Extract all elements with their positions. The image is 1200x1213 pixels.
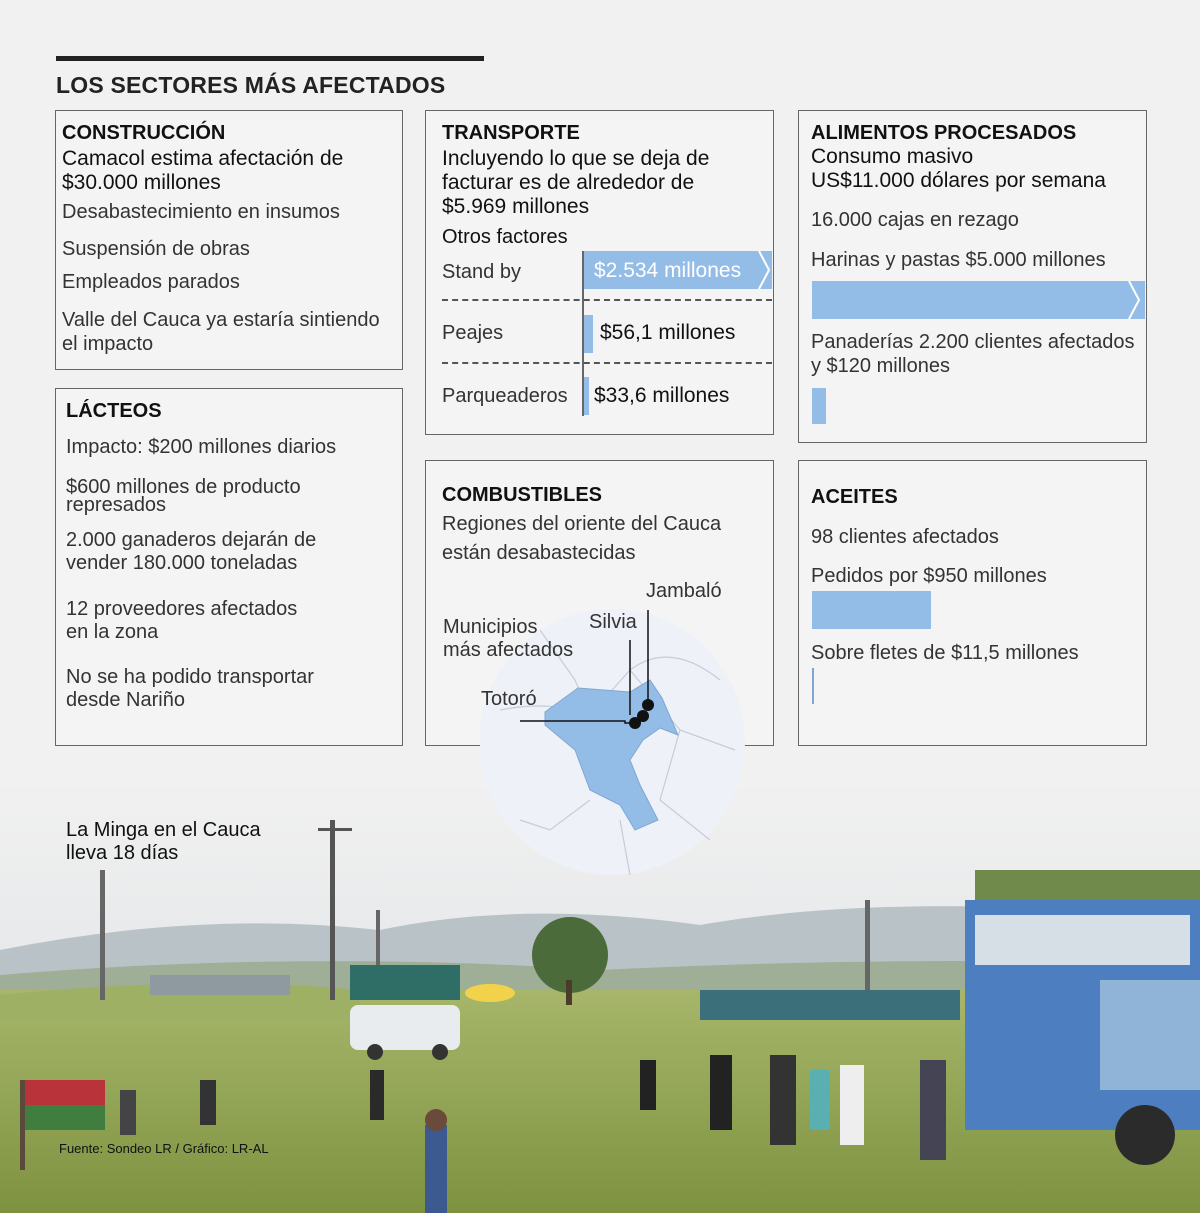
peajes-value: $56,1 millones bbox=[600, 321, 736, 344]
lacteos-item: represados bbox=[66, 494, 167, 516]
lacteos-item: Impacto: $200 millones diarios bbox=[66, 436, 337, 458]
row-divider bbox=[442, 362, 772, 364]
bar-cut-mark bbox=[1125, 281, 1143, 319]
lacteos-card bbox=[55, 388, 403, 746]
heading-rule bbox=[56, 56, 484, 61]
lacteos-title: LÁCTEOS bbox=[66, 400, 162, 422]
minga-caption: La Minga en el Cauca bbox=[66, 819, 261, 841]
transporte-subtitle: $5.969 millones bbox=[442, 195, 590, 218]
combustibles-title: COMBUSTIBLES bbox=[442, 484, 602, 506]
alimentos-item: Harinas y pastas $5.000 millones bbox=[811, 249, 1106, 271]
alimentos-card bbox=[798, 110, 1147, 443]
standby-value: $2.534 millones bbox=[594, 259, 742, 282]
minga-caption: lleva 18 días bbox=[66, 842, 179, 864]
lacteos-item: 12 proveedores afectados bbox=[66, 598, 298, 620]
otros-factores-label: Otros factores bbox=[442, 226, 568, 248]
construccion-item: el impacto bbox=[62, 333, 154, 355]
town-label-jambalo: Jambaló bbox=[646, 580, 722, 602]
alimentos-item: y $120 millones bbox=[811, 355, 950, 377]
harinas-bar bbox=[812, 281, 1145, 319]
combustibles-subtitle: Regiones del oriente del Cauca bbox=[442, 513, 722, 535]
transporte-subtitle: Incluyendo lo que se deja de bbox=[442, 147, 710, 170]
panaderias-bar bbox=[812, 388, 826, 424]
construccion-card bbox=[55, 110, 403, 370]
lacteos-item: $600 millones de producto bbox=[66, 476, 301, 498]
aceites-item: 98 clientes afectados bbox=[811, 526, 999, 548]
transporte-row-label: Stand by bbox=[442, 261, 521, 283]
municipios-label: más afectados bbox=[443, 639, 574, 661]
construccion-item: Suspensión de obras bbox=[62, 238, 250, 260]
aceites-item: Pedidos por $950 millones bbox=[811, 565, 1047, 587]
pedidos-bar bbox=[812, 591, 931, 629]
peajes-bar bbox=[584, 315, 593, 353]
lacteos-item: desde Nariño bbox=[66, 689, 185, 711]
lacteos-item: vender 180.000 toneladas bbox=[66, 552, 298, 574]
alimentos-subtitle: Consumo masivo bbox=[811, 145, 974, 168]
aceites-item: Sobre fletes de $11,5 millones bbox=[811, 642, 1079, 664]
alimentos-item: Panaderías 2.200 clientes afectados bbox=[811, 331, 1135, 353]
town-label-totoro: Totoró bbox=[481, 688, 537, 710]
transporte-title: TRANSPORTE bbox=[442, 122, 580, 144]
row-divider bbox=[442, 299, 772, 301]
construccion-item: Valle del Cauca ya estaría sintiendo bbox=[62, 309, 380, 331]
town-label-silvia: Silvia bbox=[589, 611, 637, 633]
bar-cut-mark bbox=[755, 251, 773, 289]
alimentos-subtitle: US$11.000 dólares por semana bbox=[811, 169, 1106, 192]
parqueaderos-value: $33,6 millones bbox=[594, 384, 730, 407]
parqueaderos-bar bbox=[584, 377, 589, 415]
alimentos-item: 16.000 cajas en rezago bbox=[811, 209, 1019, 231]
lacteos-item: en la zona bbox=[66, 621, 159, 643]
construccion-subtitle-2: $30.000 millones bbox=[62, 171, 221, 194]
lacteos-item: 2.000 ganaderos dejarán de bbox=[66, 529, 317, 551]
transporte-subtitle: facturar es de alrededor de bbox=[442, 171, 695, 194]
source-credit: Fuente: Sondeo LR / Gráfico: LR-AL bbox=[59, 1141, 269, 1156]
transporte-card bbox=[425, 110, 774, 435]
aceites-title: ACEITES bbox=[811, 486, 898, 508]
municipios-label: Municipios bbox=[443, 616, 538, 638]
page-title: LOS SECTORES MÁS AFECTADOS bbox=[56, 72, 446, 98]
construccion-subtitle-1: Camacol estima afectación de bbox=[62, 147, 344, 170]
transporte-row-label: Peajes bbox=[442, 322, 504, 344]
alimentos-title: ALIMENTOS PROCESADOS bbox=[811, 122, 1077, 144]
fletes-bar bbox=[812, 668, 814, 704]
aceites-card bbox=[798, 460, 1147, 746]
lacteos-item: No se ha podido transportar bbox=[66, 666, 314, 688]
construccion-item: Empleados parados bbox=[62, 271, 240, 293]
construccion-item: Desabastecimiento en insumos bbox=[62, 201, 340, 223]
transporte-row-label: Parqueaderos bbox=[442, 385, 568, 407]
construccion-title: CONSTRUCCIÓN bbox=[62, 122, 226, 144]
combustibles-subtitle: están desabastecidas bbox=[442, 542, 636, 564]
